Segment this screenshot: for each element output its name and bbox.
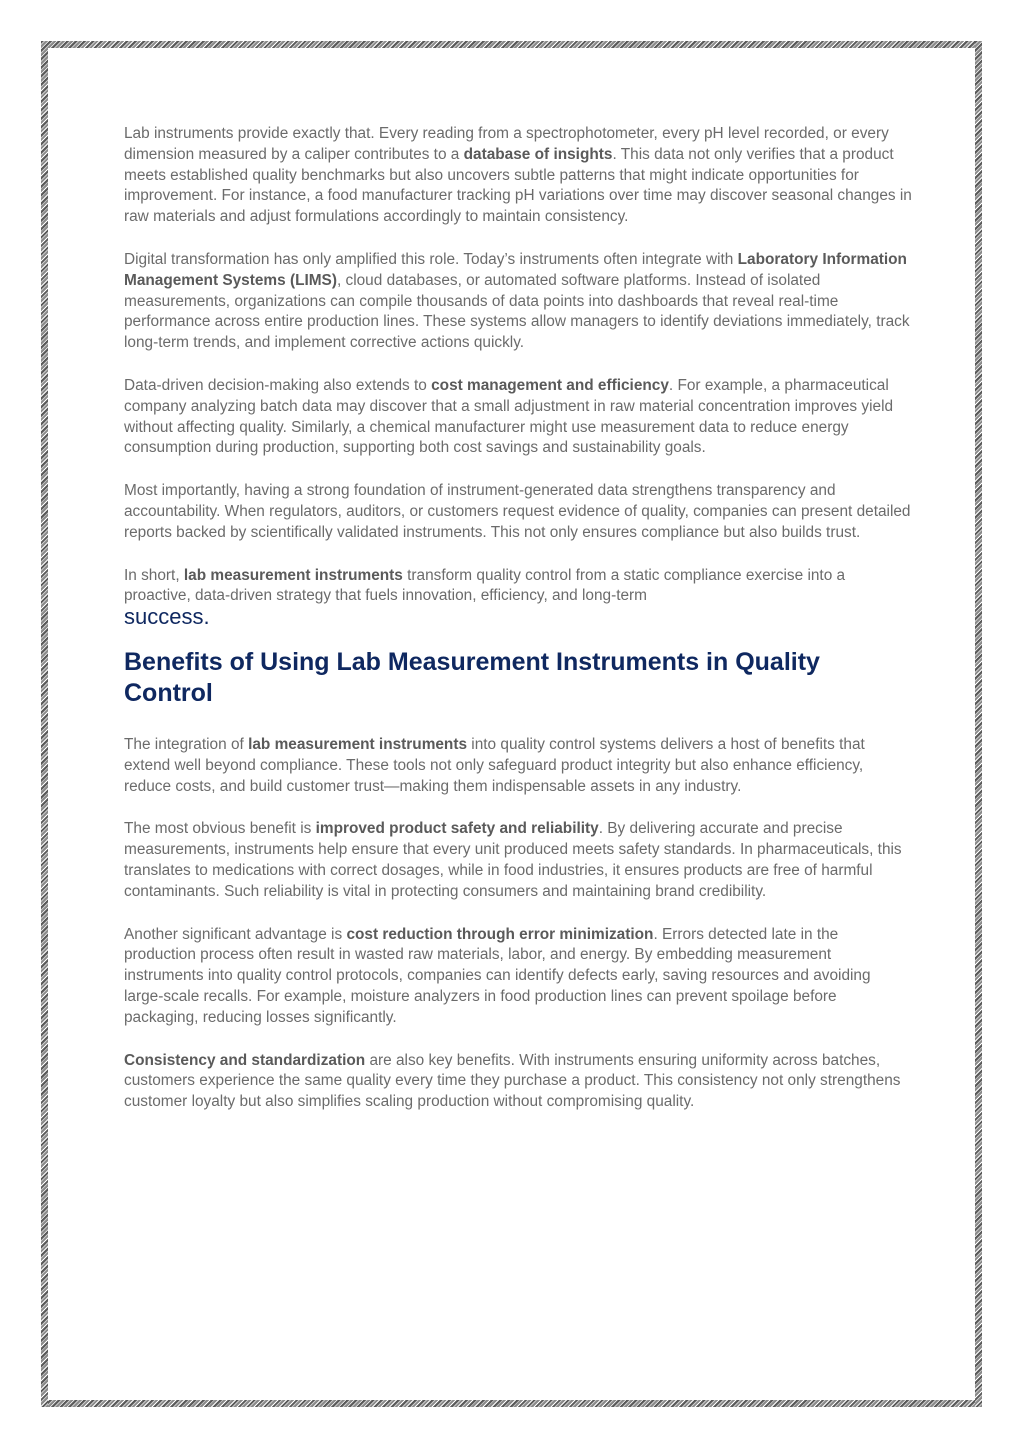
paragraph-lims (124, 250, 914, 354)
bold-text: lab measurement instruments (183, 566, 403, 584)
border-right (975, 41, 982, 1407)
text: , cloud databases, or automated software platforms. Instead of isolated measurements, organizations can compile thousands of data points into dashboards that reveal real-time performance across entire production lines. These systems allow managers to identify deviations immediately, track long-term trends, and implement corrective actions quickly. (124, 271, 910, 352)
text: Digital transformation has only amplified this role. Today’s instruments often integrate with (124, 250, 738, 268)
success-word: success. (124, 604, 210, 630)
text: In short, (124, 566, 184, 584)
bold-text: lab measurement instruments (248, 735, 468, 753)
border-bottom (41, 1400, 982, 1407)
bold-text: Consistency and standardization (124, 1051, 366, 1069)
text: are also key benefits. With instruments ensuring uniformity across batches, customers experience the same quality every time they purchase a product. This consistency not only strengthens customer loyalty but also simplifies scaling production without compromising quality. (124, 1051, 901, 1111)
paragraph-summary (124, 566, 914, 631)
paragraph-cost-reduction (124, 925, 914, 1029)
document-body (124, 124, 914, 1135)
text: . For example, a pharmaceutical company analyzing batch data may discover that a small adjustment in raw material concentration improves yield without affecting quality. Similarly, a chemical manufacturer might use measurement data to reduce energy consumption during production, supporting both cost savings and sustainability goals. (124, 376, 894, 457)
text: Lab instruments provide exactly that. Every reading from a spectrophotometer, every pH level recorded, or every dimension measured by a caliper contributes to a (124, 125, 889, 163)
bold-text: Laboratory Information Management Systems (LIMS) (124, 250, 907, 289)
paragraph-cost-management (124, 376, 914, 459)
text: Another significant advantage is (124, 925, 347, 943)
bold-text: database of insights (463, 145, 613, 163)
section-heading: Benefits of Using Lab Measurement Instruments in Quality Control (124, 647, 820, 707)
text: . By delivering accurate and precise measurements, instruments help ensure that every unit produced meets safety standards. In pharmaceuticals, this translates to medications with correct dosages, while in food industries, it ensures products are free of harmful contaminants. Such reliability is vital in protecting consumers and maintaining brand credibility. (124, 820, 902, 900)
border-left (41, 41, 48, 1407)
text: Data-driven decision-making also extends to (124, 376, 432, 394)
text: Most importantly, having a strong foundation of instrument-generated data strengthens transparency and accountability. When regulators, auditors, or customers request evidence of quality, companies can present detailed reports backed by scientifically validated instruments. This not only ensures compliance but also builds trust. (124, 482, 911, 541)
text: into quality control systems delivers a host of benefits that extend well beyond compliance. These tools not only safeguard product integrity but also enhance efficiency, reduce costs, and build customer trust—making them indispensable assets in any industry. (124, 735, 865, 795)
paragraph-consistency (124, 1051, 914, 1113)
paragraph-database-of-insights (124, 124, 914, 228)
text: The most obvious benefit is (124, 820, 316, 838)
bold-text: cost reduction through error minimization (346, 925, 654, 943)
paragraph-safety (124, 819, 914, 902)
text: . Errors detected late in the production process often result in wasted raw materials, labor, and energy. By embedding measurement instruments into quality control protocols, companies can identify defects early, saving resources and avoiding large-scale recalls. For example, moisture analyzers in food production lines can prevent spoilage before packaging, reducing losses significantly. (124, 925, 871, 1026)
text: transform quality control from a static compliance exercise into a proactive, data-driven strategy that fuels innovation, efficiency, and long-term (124, 566, 846, 605)
paragraph-transparency (124, 481, 914, 543)
text: The integration of (124, 735, 249, 753)
bold-text: improved product safety and reliability (315, 820, 599, 838)
text: . This data not only verifies that a product meets established quality benchmarks but also uncovers subtle patterns that might indicate opportunities for improvement. For instance, a food manufacturer tracking pH variations over time may discover seasonal changes in raw materials and adjust formulations accordingly to maintain consistency. (124, 145, 912, 226)
paragraph-integration (124, 735, 914, 797)
bold-text: cost management and efficiency (431, 376, 669, 394)
border-top (41, 41, 982, 48)
